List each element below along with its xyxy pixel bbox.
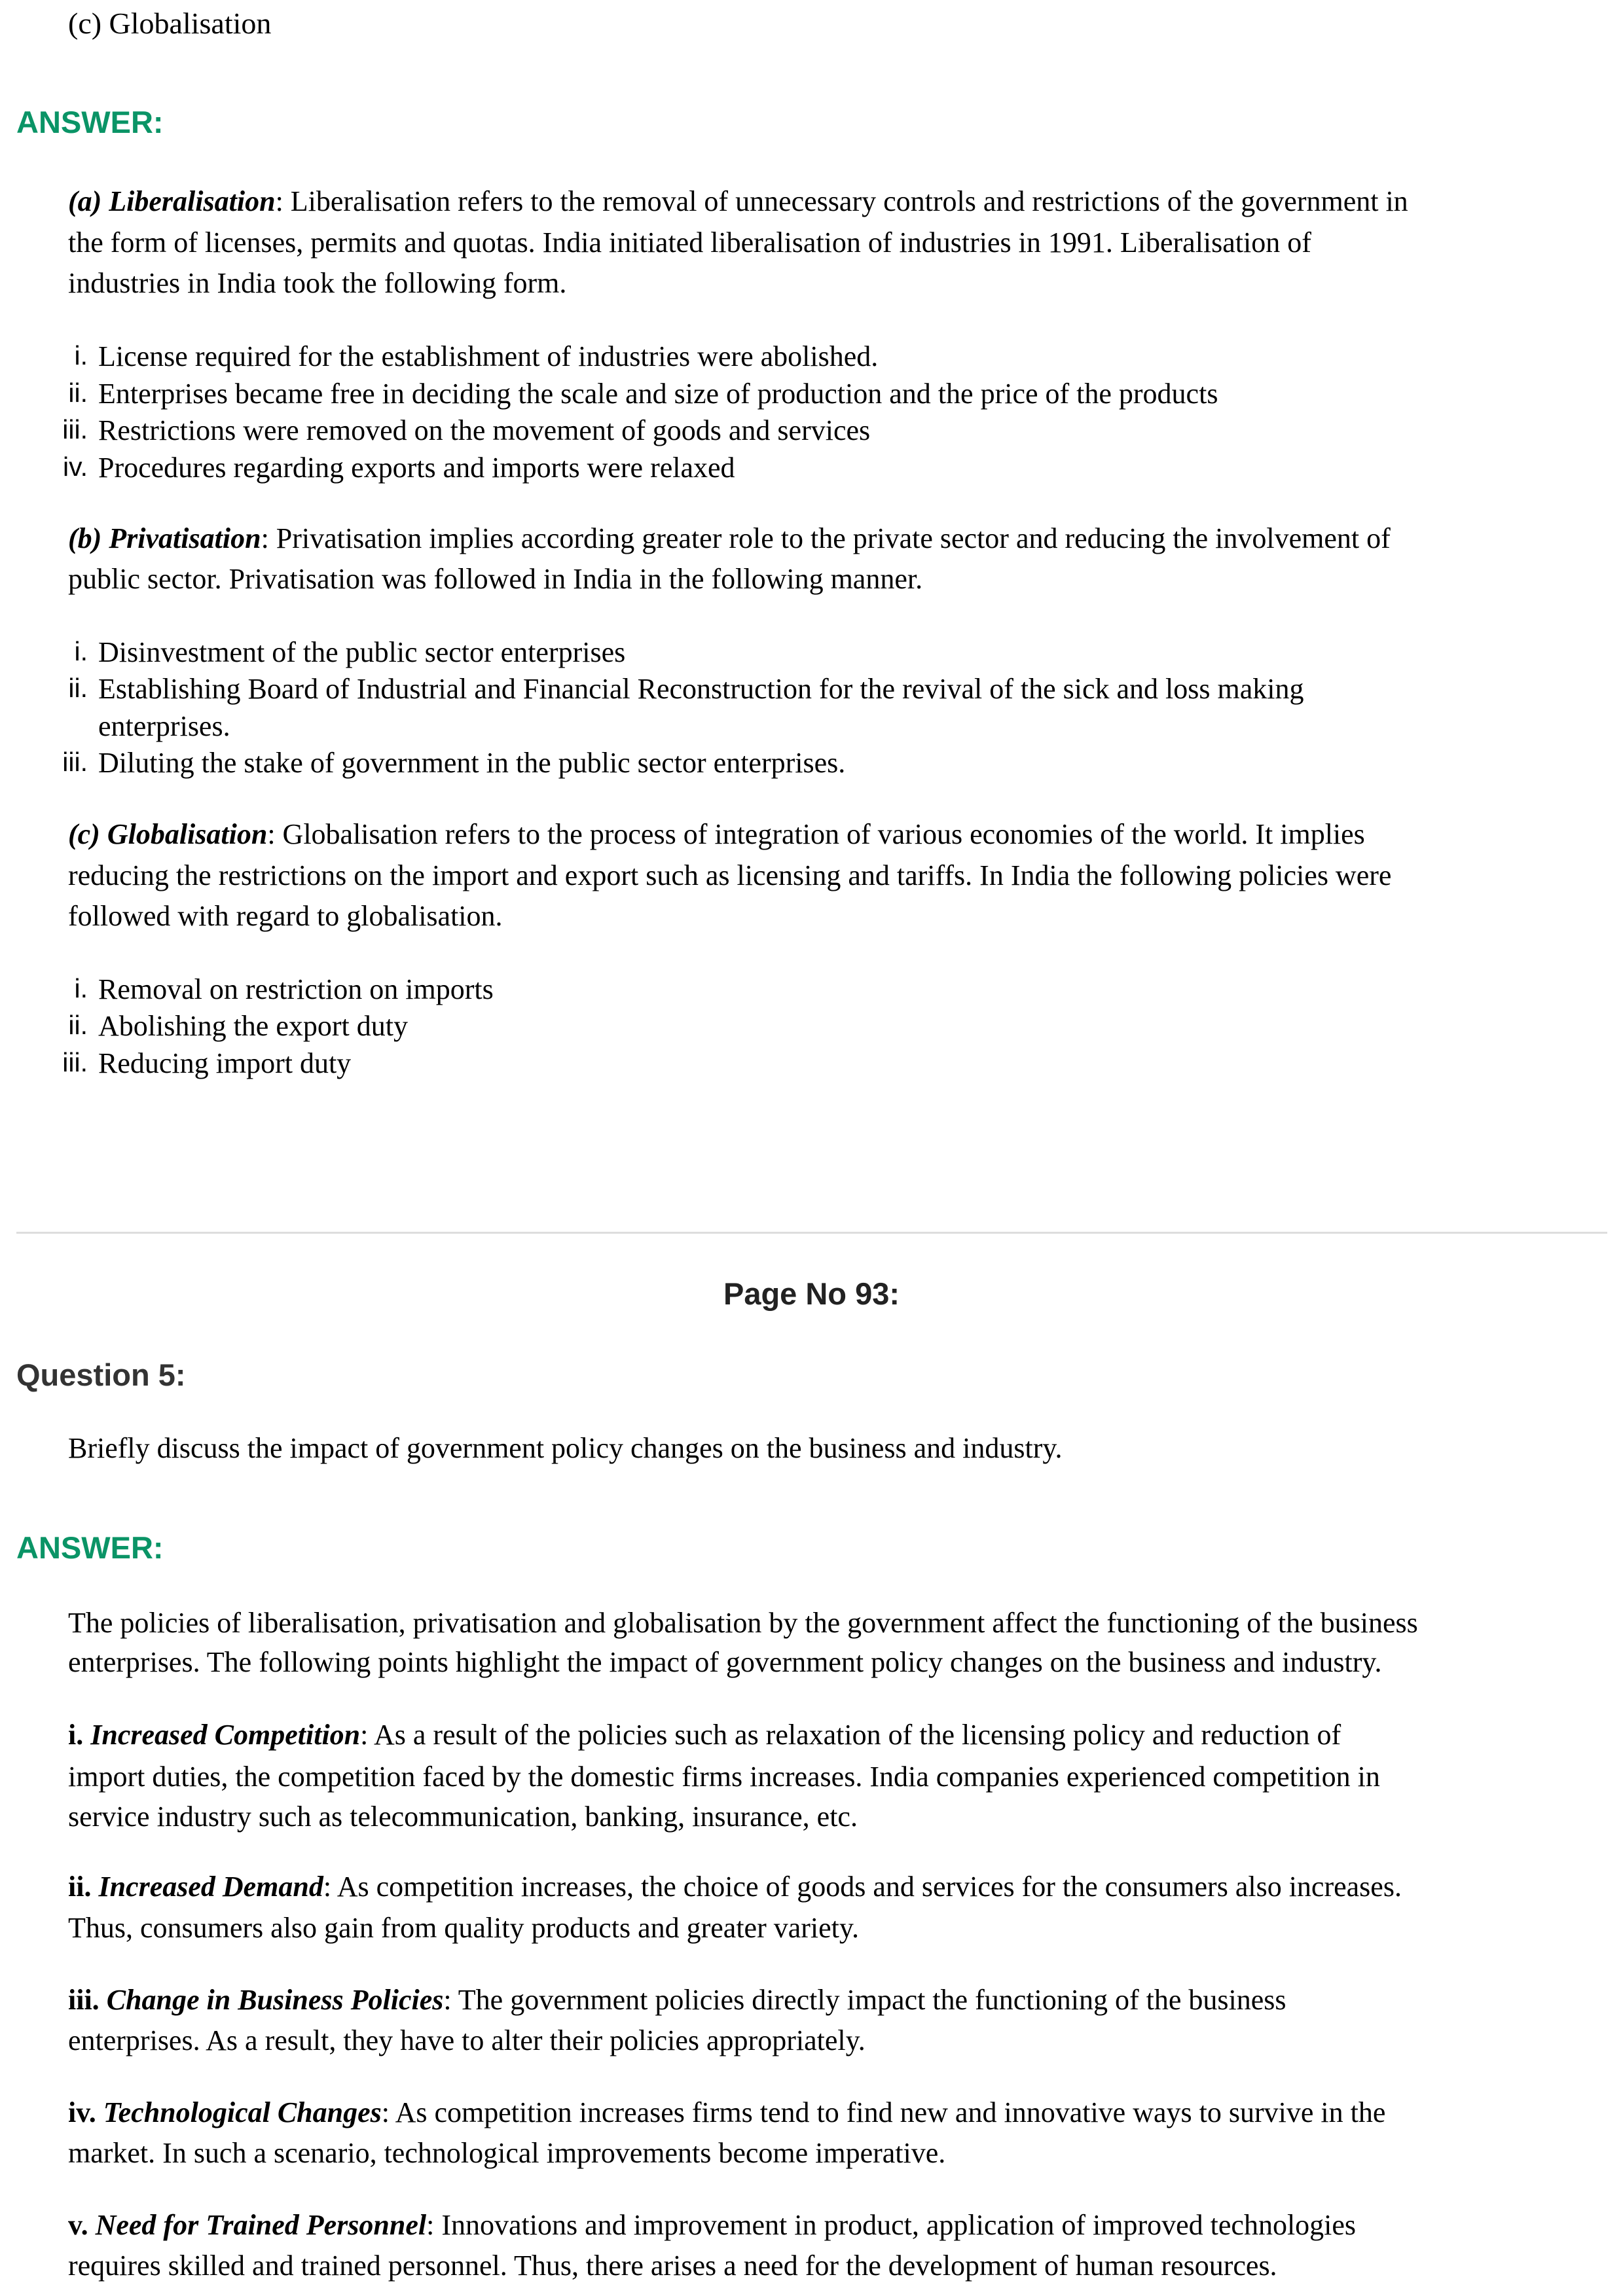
paragraph-line: the form of licenses, permits and quotas. India initiated liberalisation of industries in 1991. Liberalisation of bbox=[68, 226, 1311, 259]
paragraph-line: public sector. Privatisation was followed in India in the following manner. bbox=[68, 563, 923, 595]
point-number: v. bbox=[68, 2209, 88, 2241]
paragraph-line: (c) Globalisation: Globalisation refers to the process of integration of various economies of the world. It implies bbox=[68, 818, 1365, 850]
paragraph-line: ii. Increased Demand: As competition increases, the choice of goods and services for the consumers also increases. bbox=[68, 1871, 1402, 1903]
paragraph-line: enterprises. As a result, they have to alter their policies appropriately. bbox=[68, 2024, 866, 2056]
point-label: Increased Competition bbox=[90, 1719, 361, 1751]
question-heading: Question 5: bbox=[16, 1357, 186, 1392]
paragraph-line: reducing the restrictions on the import and export such as licensing and tariffs. In India the following policies were bbox=[68, 859, 1392, 891]
paragraph-line: (b) Privatisation: Privatisation implies according greater role to the private sector and reducing the involvement of bbox=[68, 522, 1391, 554]
paragraph-line: iii. Change in Business Policies: The government policies directly impact the functioning of the business bbox=[68, 1984, 1286, 2016]
list-marker: i. bbox=[74, 636, 88, 666]
paragraph-line: import duties, the competition faced by the domestic firms increases. India companies experienced competition in bbox=[68, 1761, 1380, 1793]
question-text: Briefly discuss the impact of government policy changes on the business and industry. bbox=[68, 1432, 1063, 1464]
list-marker: iii. bbox=[62, 747, 88, 777]
list-marker: i. bbox=[74, 340, 88, 370]
list-marker: ii. bbox=[68, 1010, 88, 1040]
paragraph-line: Thus, consumers also gain from quality products and greater variety. bbox=[68, 1912, 860, 1944]
paragraph-line: The policies of liberalisation, privatisation and globalisation by the government affect the functioning of the business bbox=[68, 1607, 1418, 1639]
section-label: (a) Liberalisation bbox=[68, 185, 276, 217]
answer-heading: ANSWER: bbox=[16, 105, 164, 139]
list-marker: iii. bbox=[62, 414, 88, 444]
list-marker: iii. bbox=[62, 1047, 88, 1077]
point-number: i. bbox=[68, 1719, 84, 1751]
point-label: Increased Demand bbox=[98, 1871, 323, 1903]
list-marker: i. bbox=[74, 973, 88, 1003]
point-number: iii. bbox=[68, 1984, 100, 2016]
paragraph-line: followed with regard to globalisation. bbox=[68, 900, 503, 932]
paragraph-line: v. Need for Trained Personnel: Innovations and improvement in product, application of improved technologies bbox=[68, 2209, 1357, 2241]
list-marker: ii. bbox=[68, 673, 88, 703]
paragraph-line: market. In such a scenario, technological improvements become imperative. bbox=[68, 2137, 946, 2169]
point-label: Technological Changes bbox=[103, 2096, 382, 2128]
page-number-heading: Page No 93: bbox=[723, 1276, 900, 1311]
paragraph-line: service industry such as telecommunication, banking, insurance, etc. bbox=[68, 1801, 858, 1833]
paragraph-line: enterprises. The following points highlight the impact of government policy changes on the business and industry. bbox=[68, 1646, 1382, 1678]
point-label: Need for Trained Personnel bbox=[95, 2209, 427, 2241]
paragraph-line: (a) Liberalisation: Liberalisation refers to the removal of unnecessary controls and restrictions of the government in bbox=[68, 185, 1408, 217]
section-label: (c) Globalisation bbox=[68, 818, 268, 850]
question-option-fragment: (c) Globalisation bbox=[68, 7, 272, 40]
section-label: (b) Privatisation bbox=[68, 522, 261, 554]
paragraph-line: requires skilled and trained personnel. Thus, there arises a need for the development of human resources. bbox=[68, 2250, 1277, 2282]
point-number: iv. bbox=[68, 2096, 96, 2128]
paragraph-line: industries in India took the following form. bbox=[68, 267, 567, 299]
point-label: Change in Business Policies bbox=[106, 1984, 444, 2016]
list-marker: iv. bbox=[63, 452, 88, 482]
answer-heading: ANSWER: bbox=[16, 1530, 164, 1565]
list-marker: ii. bbox=[68, 378, 88, 408]
point-number: ii. bbox=[68, 1871, 92, 1903]
section-divider bbox=[16, 1232, 1607, 1234]
paragraph-line: iv. Technological Changes: As competition increases firms tend to find new and innovative ways to survive in the bbox=[68, 2096, 1386, 2128]
paragraph-line: i. Increased Competition: As a result of the policies such as relaxation of the licensing policy and reduction of bbox=[68, 1719, 1341, 1751]
